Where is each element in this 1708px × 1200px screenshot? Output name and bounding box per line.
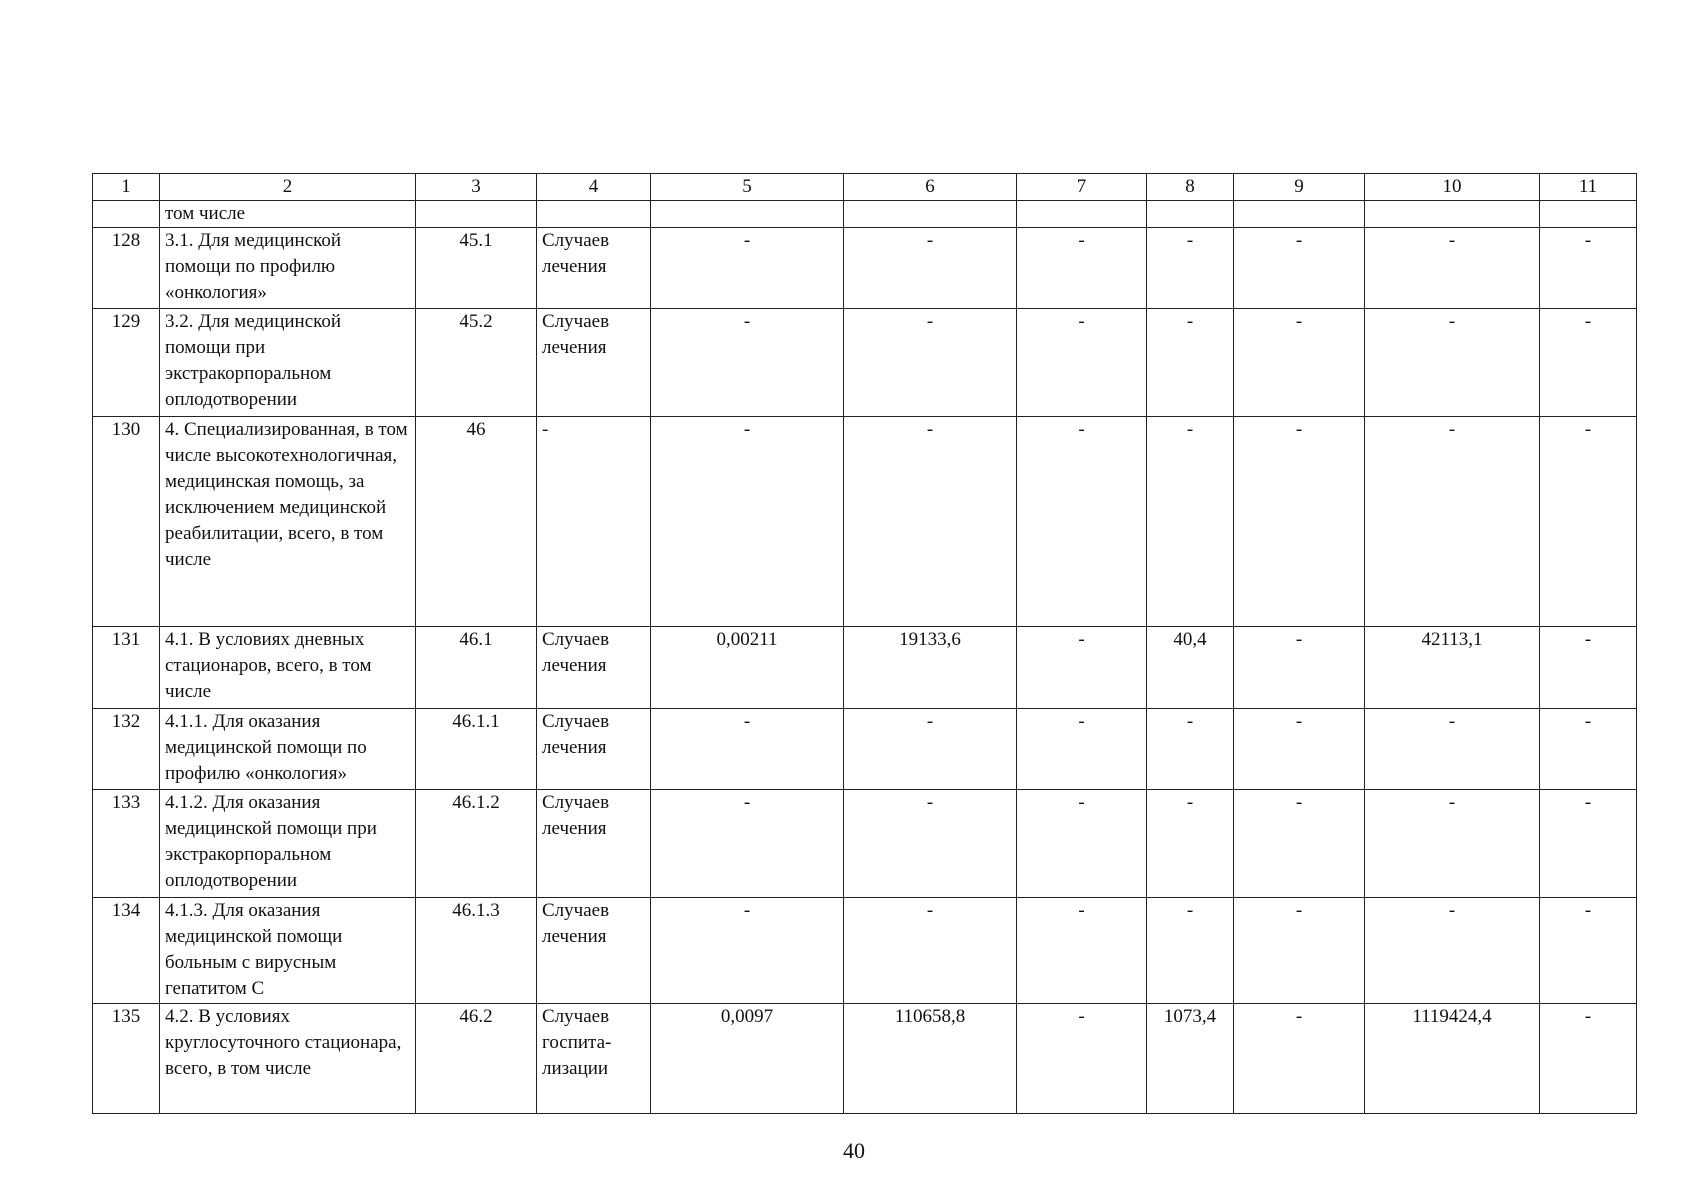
table-cell [93,201,160,228]
column-header: 4 [537,174,651,201]
column-header: 2 [160,174,416,201]
table-cell: - [1540,417,1637,627]
table-cell: - [651,417,844,627]
table-cell: том числе [160,201,416,228]
table-cell [416,201,537,228]
table-cell: - [1017,417,1147,627]
table-row [93,1004,1637,1114]
table-cell: - [1365,309,1540,417]
table-cell [1017,201,1147,228]
table-cell: 1073,4 [1147,1004,1234,1114]
table-cell: 4.1.1. Для оказания медицинской помощи по профилю «онкология» [160,709,416,790]
table-cell [1234,201,1365,228]
table-cell: - [1234,417,1365,627]
column-header: 1 [93,174,160,201]
table-cell: 46.1.2 [416,790,537,898]
table-cell [844,201,1017,228]
table-cell: 46.1.1 [416,709,537,790]
table-cell: - [1234,790,1365,898]
table-cell: Случаев лечения [537,709,651,790]
table-cell: 3.2. Для медицинской помощи при экстракорпоральном оплодотворении [160,309,416,417]
column-header: 10 [1365,174,1540,201]
table-cell: 4.1. В условиях дневных стационаров, всего, в том числе [160,627,416,709]
table-cell: 110658,8 [844,1004,1017,1114]
table-cell: - [1234,1004,1365,1114]
table-cell: 132 [93,709,160,790]
table-cell: 3.1. Для медицинской помощи по профилю «онкология» [160,228,416,309]
table-cell: 46.2 [416,1004,537,1114]
table-cell [1540,201,1637,228]
table-cell: - [844,709,1017,790]
table-cell: 0,00211 [651,627,844,709]
table-row [93,790,1637,898]
table-cell: 19133,6 [844,627,1017,709]
table-cell: - [844,228,1017,309]
table-cell [1365,201,1540,228]
table-cell: - [537,417,651,627]
table-cell: - [1017,709,1147,790]
table-cell: - [1017,627,1147,709]
table-cell: Случаев лечения [537,898,651,1004]
table-cell: 45.1 [416,228,537,309]
table-cell: - [1147,898,1234,1004]
table-cell: 4.1.3. Для оказания медицинской помощи больным с вирусным гепатитом С [160,898,416,1004]
table-cell: - [1017,898,1147,1004]
column-header: 5 [651,174,844,201]
table-cell: - [651,790,844,898]
table-cell: - [651,898,844,1004]
table-row [93,627,1637,709]
table-cell: 133 [93,790,160,898]
column-header: 11 [1540,174,1637,201]
table-cell: - [1540,228,1637,309]
table-cell: 45.2 [416,309,537,417]
table-cell: 4.1.2. Для оказания медицинской помощи при экстракорпоральном оплодотворении [160,790,416,898]
table-cell: 134 [93,898,160,1004]
table-cell: - [1147,790,1234,898]
table-cell: 131 [93,627,160,709]
table-cell: - [1365,228,1540,309]
table-cell: - [1017,1004,1147,1114]
table-cell: - [1017,790,1147,898]
table-cell: - [1234,627,1365,709]
table-cell: - [1234,709,1365,790]
table-cell: Случаев лечения [537,309,651,417]
table-cell: 129 [93,309,160,417]
table-row [93,201,1637,228]
column-header: 9 [1234,174,1365,201]
table-cell: - [1540,1004,1637,1114]
table-cell: 42113,1 [1365,627,1540,709]
table-cell: 128 [93,228,160,309]
column-header: 7 [1017,174,1147,201]
table-cell: 0,0097 [651,1004,844,1114]
table-row [93,898,1637,1004]
page-number: 40 [843,1138,865,1163]
table-cell [651,201,844,228]
table-cell: - [1147,417,1234,627]
table-cell: - [1365,417,1540,627]
table-cell: - [1540,309,1637,417]
table-cell: Случаев лечения [537,228,651,309]
table-cell: - [651,709,844,790]
table-cell: 4.2. В условиях круглосуточного стационара, всего, в том числе [160,1004,416,1114]
table-cell: 130 [93,417,160,627]
table-cell: - [1234,228,1365,309]
table-cell: Случаев лечения [537,627,651,709]
table-cell: - [1147,309,1234,417]
table-cell: - [651,228,844,309]
table-cell: - [1365,898,1540,1004]
table-cell: 46.1.3 [416,898,537,1004]
data-table [92,173,1637,1114]
table-cell: - [1147,228,1234,309]
table-cell: - [844,417,1017,627]
table-cell: 135 [93,1004,160,1114]
table-cell: - [844,898,1017,1004]
table-cell: - [1147,709,1234,790]
column-header: 3 [416,174,537,201]
table-cell: - [651,309,844,417]
table-cell: Случаев лечения [537,790,651,898]
table-cell: 46 [416,417,537,627]
table-cell: - [1540,790,1637,898]
header-row [93,174,1637,201]
table-row [93,228,1637,309]
table-cell: - [1234,309,1365,417]
table-cell: Случаев госпита-лизации [537,1004,651,1114]
table-cell: - [1234,898,1365,1004]
table-cell: - [1540,627,1637,709]
table-cell: - [1365,790,1540,898]
table-cell: - [1017,309,1147,417]
column-header: 6 [844,174,1017,201]
table-cell [537,201,651,228]
table-cell: - [1365,709,1540,790]
table-cell: - [1540,709,1637,790]
table-cell: 4. Специализированная, в том числе высокотехнологичная, медицинская помощь, за исключением медицинской реабилитации, всего, в том числе [160,417,416,627]
table-row [93,709,1637,790]
column-header: 8 [1147,174,1234,201]
table-cell: 40,4 [1147,627,1234,709]
table-cell: - [1017,228,1147,309]
table-cell: 46.1 [416,627,537,709]
table-cell: - [844,309,1017,417]
table-cell [1147,201,1234,228]
table-row [93,309,1637,417]
table-cell: - [1540,898,1637,1004]
table-cell: - [844,790,1017,898]
table-row [93,417,1637,627]
table-cell: 1119424,4 [1365,1004,1540,1114]
